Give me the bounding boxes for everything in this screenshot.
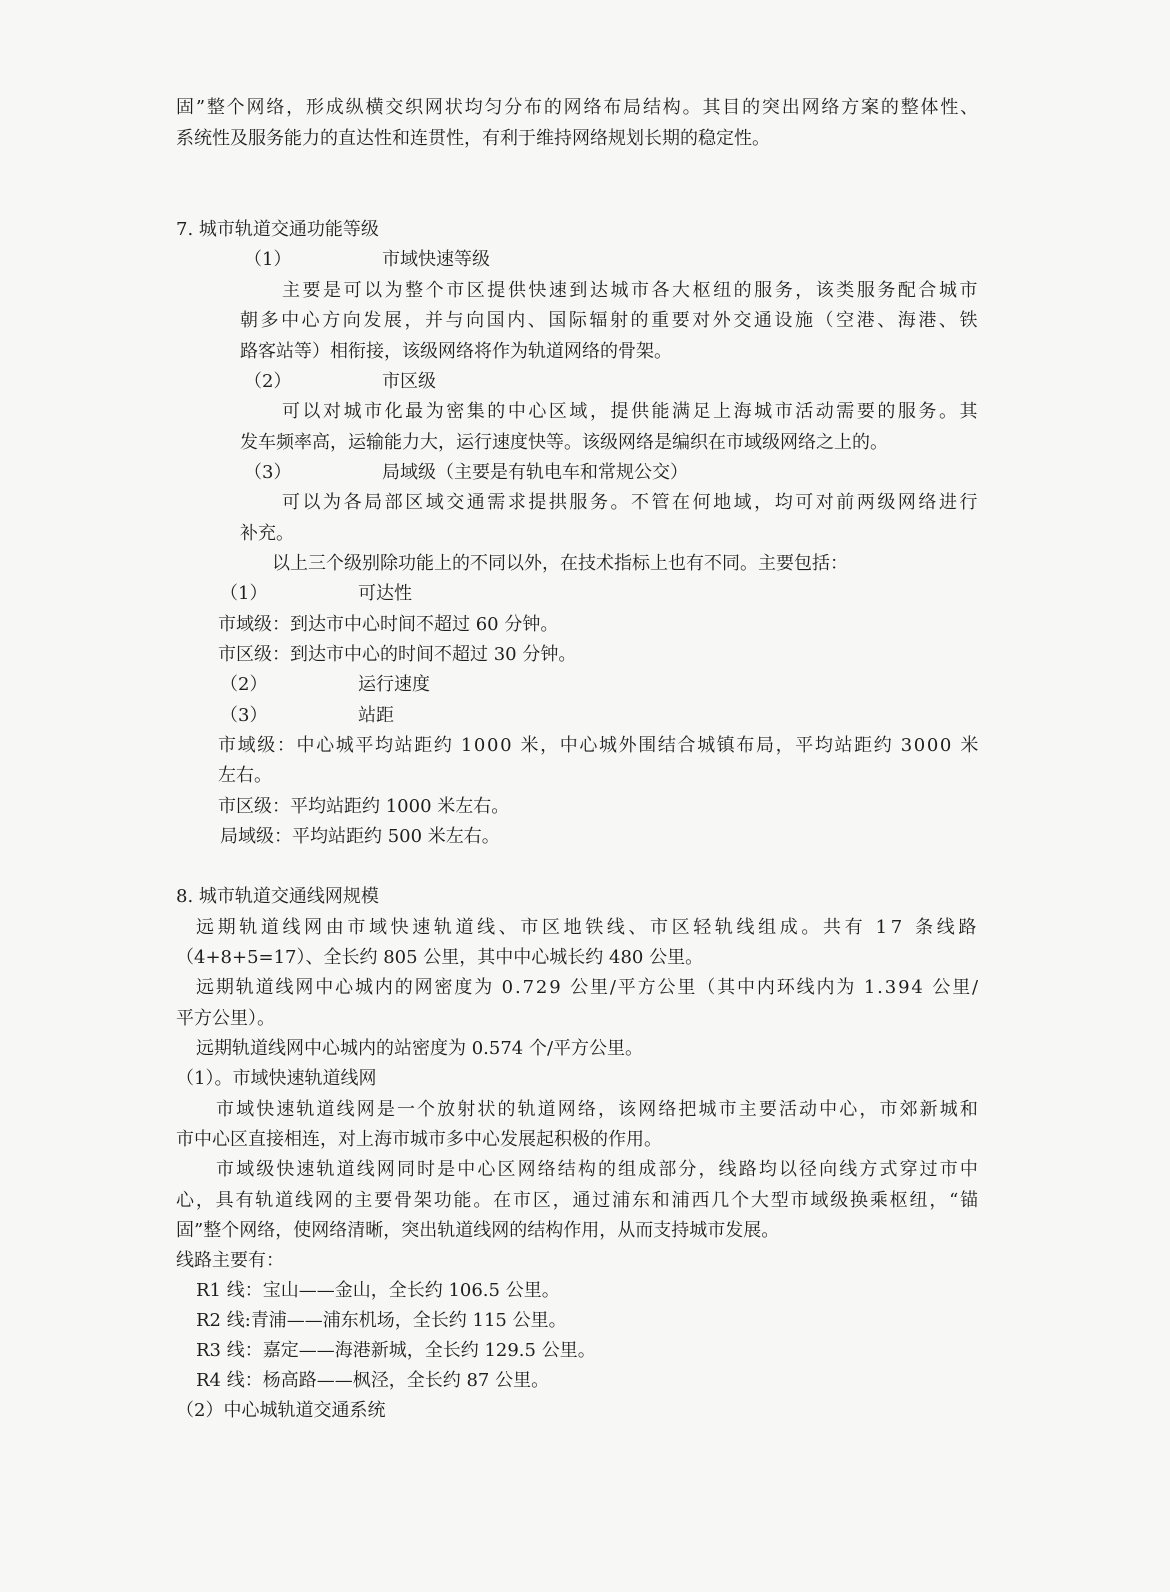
level2-title: 市区级 [382,371,436,392]
section8-p3: 远期轨道线网中心城内的站密度为 0.574 个/平方公里。 [196,1038,644,1059]
level1-number: （1） [244,249,292,270]
subsection1-p1-line2: 市中心区直接相连，对上海市城市多中心发展起积极的作用。 [176,1129,662,1150]
spacing-city-level-1: 市域级：中心城平均站距约 1000 米，中心城外围结合城镇布局，平均站距约 3000 米 [218,735,980,756]
level1-text-2: 朝多中心方向发展，并与向国内、国际辐射的重要对外交通设施（空港、海港、铁 [240,310,980,331]
subsection1-p2-line3: 固”整个网络，使网络清晰，突出轨道线网的结构作用，从而支持城市发展。 [176,1220,780,1241]
subsection1-p2-line2: 心，具有轨道线网的主要骨架功能。在市区，通过浦东和浦西几个大型市域级换乘枢纽，“锚 [176,1190,980,1211]
level1-text-3: 路客站等）相衔接，该级网络将作为轨道网络的骨架。 [240,341,672,362]
level3-text-1: 可以为各局部区域交通需求提拱服务。不管在何地域，均可对前两级网络进行 [282,492,980,513]
access-city-level: 市域级：到达市中心时间不超过 60 分钟。 [218,614,559,635]
level3-number: （3） [244,462,292,483]
access-urban-level: 市区级：到达市中心的时间不超过 30 分钟。 [218,644,577,665]
criterion2-title: 运行速度 [358,674,430,695]
criterion1-number: （1） [220,583,268,604]
section8-p1-line2: （4+8+5=17）、全长约 805 公里，其中中心城长约 480 公里。 [176,947,704,968]
subsection2-heading: （2）中心城轨道交通系统 [176,1400,386,1421]
line-item-r1: R1 线：宝山——金山，全长约 106.5 公里。 [196,1280,560,1301]
level3-title: 局域级（主要是有轨电车和常规公交） [382,462,688,483]
criterion3-number: （3） [220,705,268,726]
criterion1-title: 可达性 [358,583,412,604]
spacing-city-level-2: 左右。 [218,765,272,786]
line-item-r4: R4 线：杨高路——枫泾，全长约 87 公里。 [196,1370,550,1391]
section8-p2-line2: 平方公里）。 [176,1008,275,1029]
subsection1-p2-line1: 市域级快速轨道线网同时是中心区网络结构的组成部分，线路均以径向线方式穿过市中 [216,1159,980,1180]
line-item-r3: R3 线：嘉定——海港新城，全长约 129.5 公里。 [196,1340,596,1361]
spacing-local-level: 局域级：平均站距约 500 米左右。 [220,826,500,847]
criterion2-number: （2） [220,674,268,695]
criterion3-title: 站距 [358,705,394,726]
levels-summary: 以上三个级别除功能上的不同以外，在技术指标上也有不同。主要包括： [272,553,848,574]
section8-p2-line1: 远期轨道线网中心城内的网密度为 0.729 公里/平方公里（其中内环线内为 1.394 公里/ [196,977,980,998]
level3-text-2: 补充。 [240,523,294,544]
level1-text-1: 主要是可以为整个市区提供快速到达城市各大枢纽的服务，该类服务配合城市 [282,280,980,301]
intro-line-2: 系统性及服务能力的直达性和连贯性，有利于维持网络规划长期的稳定性。 [176,128,770,149]
subsection1-heading: （1）。市域快速轨道线网 [176,1068,377,1089]
section7-heading: 7. 城市轨道交通功能等级 [176,219,379,240]
line-item-r2: R2 线:青浦——浦东机场，全长约 115 公里。 [196,1310,567,1331]
section8-heading: 8. 城市轨道交通线网规模 [176,886,379,907]
spacing-urban-level: 市区级：平均站距约 1000 米左右。 [218,796,510,817]
level2-number: （2） [244,371,292,392]
lines-heading: 线路主要有： [176,1250,284,1271]
intro-line-1: 固”整个网络，形成纵横交织网状均匀分布的网络布局结构。其目的突出网络方案的整体性、 [176,97,980,118]
level1-title: 市域快速等级 [382,249,490,270]
section8-p1-line1: 远期轨道线网由市域快速轨道线、市区地铁线、市区轻轨线组成。共有 17 条线路 [196,917,980,938]
level2-text-2: 发车频率高，运输能力大，运行速度快等。该级网络是编织在市域级网络之上的。 [240,432,888,453]
subsection1-p1-line1: 市域快速轨道线网是一个放射状的轨道网络，该网络把城市主要活动中心，市郊新城和 [216,1099,980,1120]
level2-text-1: 可以对城市化最为密集的中心区域，提供能满足上海城市活动需要的服务。其 [282,401,980,422]
